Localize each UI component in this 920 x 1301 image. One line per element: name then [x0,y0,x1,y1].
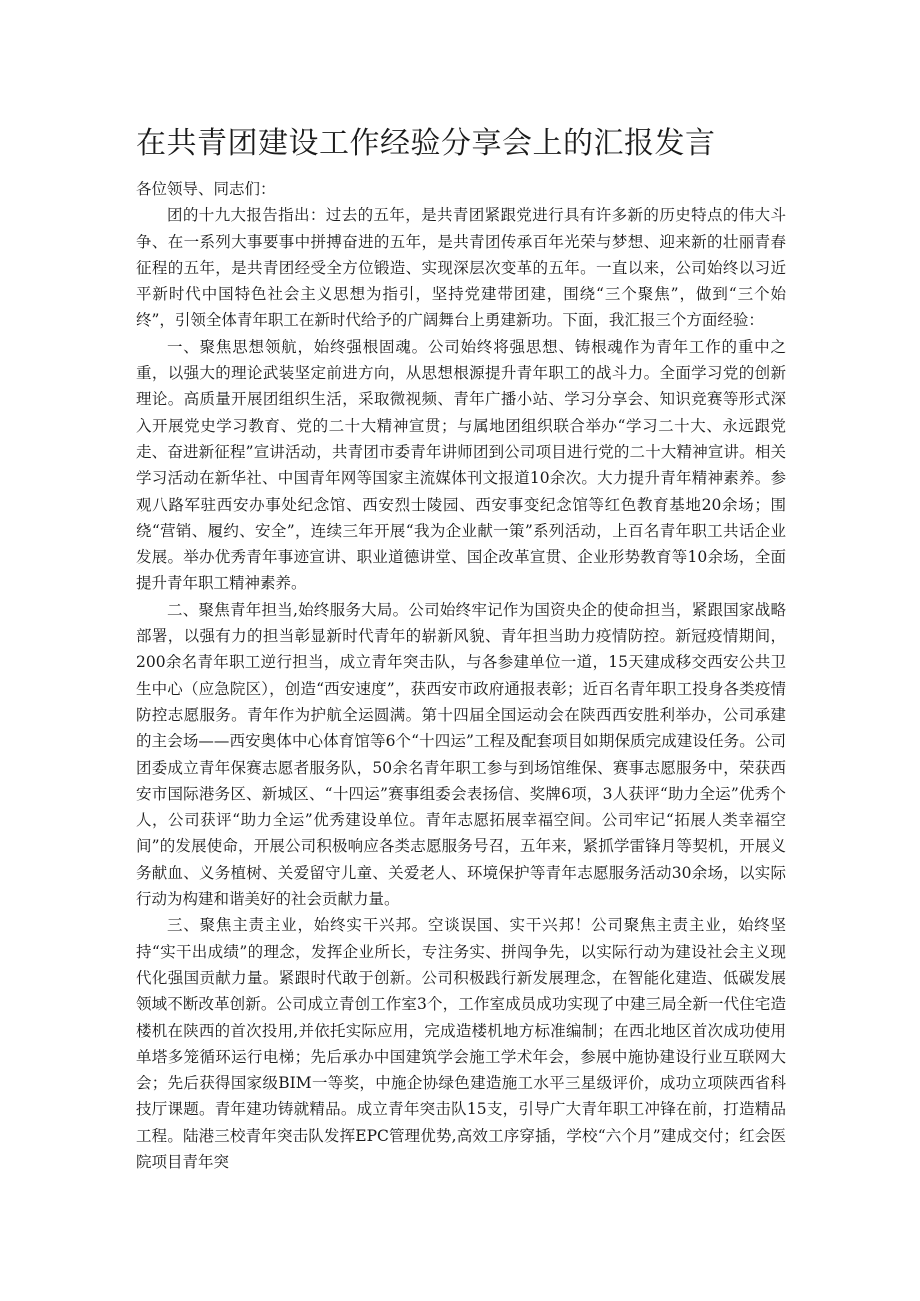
paragraph-section-3: 三、聚焦主责主业，始终实干兴邦。空谈误国、实干兴邦！公司聚焦主责主业，始终坚持“实干出成绩”的理念，发挥企业所长，专注务实、拼闯争先，以实际行动为建设社会主义现代化强国贡献力量。紧跟时代敢于创新。公司积极践行新发展理念，在智能化建造、低碳发展领域不断改革创新。公司成立青创工作室3个，工作室成员成功实现了中建三局全新一代住宅造楼机在陕西的首次投用,并依托实际应用，完成造楼机地方标准编制；在西北地区首次成功使用单塔多笼循环运行电梯；先后承办中国建筑学会施工学术年会，参展中施协建设行业互联网大会；先后获得国家级BIM一等奖，中施企协绿色建造施工水平三星级评价，成功立项陕西省科技厅课题。青年建功铸就精品。成立青年突击队15支，引导广大青年职工冲锋在前，打造精品工程。陆港三校青年突击队发挥EPC管理优势,高效工序穿插，学校“六个月”建成交付；红会医院项目青年突 [136,916,786,1171]
paragraph-section-1: 一、聚焦思想领航，始终强根固魂。公司始终将强思想、铸根魂作为青年工作的重中之重，以强大的理论武装坚定前进方向，从思想根源提升青年职工的战斗力。全面学习党的创新理论。高质量开展团组织生活，采取微视频、青年广播小站、学习分享会、知识竞赛等形式深入开展党史学习教育、党的二十大精神宣贯；与属地团组织联合举办“学习二十大、永远跟党走、奋进新征程”宣讲活动，共青团市委青年讲师团到公司项目进行党的二十大精神宣讲。相关学习活动在新华社、中国青年网等国家主流媒体刊文报道10余次。大力提升青年精神素养。参观八路军驻西安办事处纪念馆、西安烈士陵园、西安事变纪念馆等红色教育基地20余场；围绕“营销、履约、安全”，连续三年开展“我为企业献一策”系列活动，上百名青年职工共话企业发展。举办优秀青年事迹宣讲、职业道德讲堂、国企改革宣贯、企业形势教育等10余场，全面提升青年职工精神素养。 [136,337,786,593]
document-body [136,176,786,1175]
paragraph-intro: 团的十九大报告指出：过去的五年，是共青团紧跟党进行具有许多新的历史特点的伟大斗争、在一系列大事要事中拼搏奋进的五年，是共青团传承百年光荣与梦想、迎来新的壮丽青春征程的五年，是共青团经受全方位锻造、实现深层次变革的五年。一直以来，公司始终以习近平新时代中国特色社会主义思想为指引，坚持党建带团建，围绕“三个聚焦”，做到“三个始终”，引领全体青年职工在新时代给予的广阔舞台上勇建新功。下面，我汇报三个方面经验： [136,206,786,330]
paragraph-section-2: 二、聚焦青年担当,始终服务大局。公司始终牢记作为国资央企的使命担当，紧跟国家战略部署，以强有力的担当彰显新时代青年的崭新风貌、青年担当助力疫情防控。新冠疫情期间，200余名青年职工逆行担当，成立青年突击队，与各参建单位一道，15天建成移交西安公共卫生中心（应急院区），创造“西安速度”，获西安市政府通报表彰；近百名青年职工投身各类疫情防控志愿服务。青年作为护航全运圆满。第十四届全国运动会在陕西西安胜利举办，公司承建的主会场——西安奥体中心体育馆等6个“十四运”工程及配套项目如期保质完成建设任务。公司团委成立青年保赛志愿者服务队，50余名青年职工参与到场馆维保、赛事志愿服务中，荣获西安市国际港务区、新城区、“十四运”赛事组委会表扬信、奖牌6项，3人获评“助力全运”优秀个人，公司获评“助力全运”优秀建设单位。青年志愿拓展幸福空间。公司牢记“拓展人类幸福空间”的发展使命，开展公司积极响应各类志愿服务号召，五年来，紧抓学雷锋月等契机，开展义务献血、义务植树、关爱留守儿童、关爱老人、环境保护等青年志愿服务活动30余场，以实际行动为构建和谐美好的社会贡献力量。 [136,600,786,909]
document-title: 在共青团建设工作经验分享会上的汇报发言 [136,126,716,161]
salutation: 各位领导、同志们： [136,180,276,198]
